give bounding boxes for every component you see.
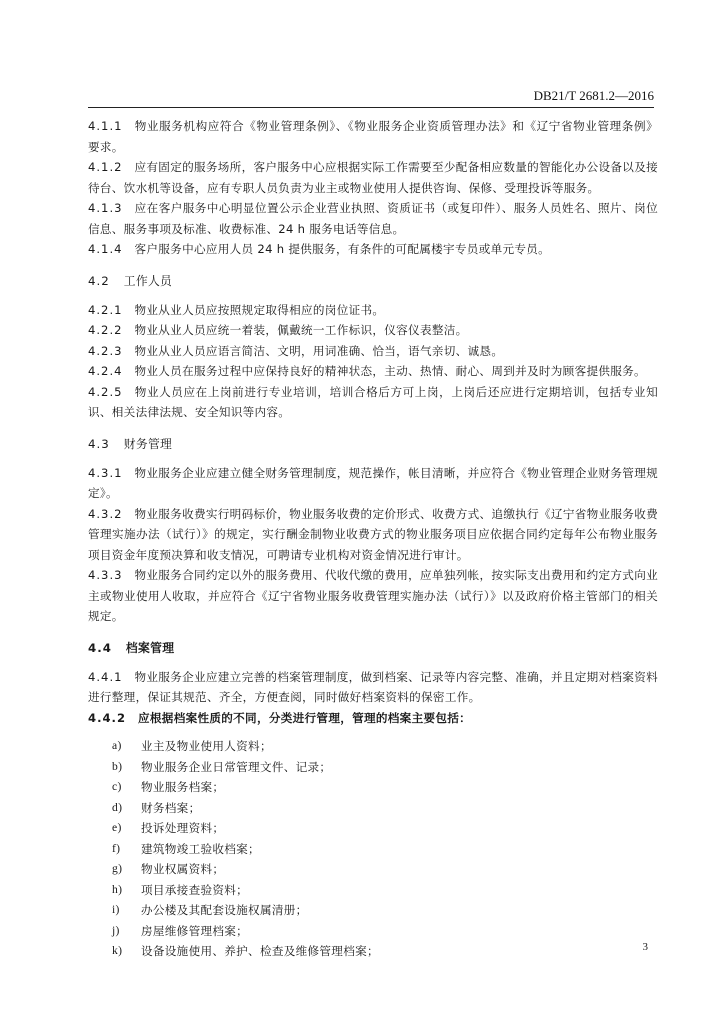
list-marker: d) (112, 800, 123, 814)
list-marker: k) (112, 944, 123, 957)
list-item-text: 业主及物业使用人资料； (141, 739, 272, 753)
clause-paragraph (88, 382, 658, 423)
clause-paragraph (88, 504, 658, 566)
clause-text: 应根据档案性质的不同，分类进行管理，管理的档案主要包括： (138, 710, 472, 725)
clause-text: 物业服务机构应符合《物业管理条例》、《物业服务企业资质管理办法》和《辽宁省物业管理条例》要求。 (88, 119, 658, 154)
list-marker: h) (112, 882, 123, 896)
clause-paragraph (88, 239, 658, 260)
list-item-text: 物业服务档案； (141, 780, 225, 794)
list-item (112, 859, 658, 880)
list-item (112, 777, 658, 798)
clause-number: 4.3.2 (88, 506, 123, 521)
clause-paragraph (88, 198, 658, 239)
section-heading (88, 434, 658, 454)
list-item (112, 798, 658, 819)
clause-paragraph (88, 667, 658, 708)
clause-paragraph (88, 361, 658, 382)
list-item-text: 投诉处理资料； (141, 821, 225, 835)
list-item (112, 757, 658, 778)
list-item (112, 839, 658, 860)
clause-number: 4.1.1 (88, 119, 123, 133)
clause-number: 4.2.5 (88, 384, 123, 399)
clause-text: 物业人员应在上岗前进行专业培训，培训合格后方可上岗，上岗后还应进行定期培训，包括专业知识、相关法律法规、安全知识等内容。 (88, 384, 658, 419)
clause-paragraph (88, 341, 658, 362)
section-title: 工作人员 (123, 273, 173, 288)
list-item (112, 941, 658, 962)
section-number: 4.3 (88, 436, 110, 451)
clause-text: 物业人员在服务过程中应保持良好的精神状态，主动、热情、耐心、周到并及时为顾客提供服务。 (134, 364, 646, 378)
list-item-text: 物业权属资料； (141, 862, 225, 876)
clause-number: 4.3.3 (88, 568, 123, 582)
list-item (112, 900, 658, 921)
clause-text: 物业服务企业应建立健全财务管理制度，规范操作，帐目清晰，并应符合《物业管理企业财务管理规定》。 (88, 465, 658, 500)
section-heading (88, 271, 658, 291)
clause-number: 4.1.2 (88, 160, 123, 174)
section-heading (88, 638, 658, 658)
clause-paragraph (88, 157, 658, 198)
clause-text: 物业服务收费实行明码标价，物业服务收费的定价形式、收费方式、追缴执行《辽宁省物业服务收费管理实施办法（试行）》的规定，实行酬金制物业收费方式的物业服务项目应依据合同约定每年公布物业服务项目资金年度预决算和收支情况，可聘请专业机构对资金情况进行审计。 (88, 506, 658, 562)
page-number: 3 (642, 941, 648, 953)
clause-text: 物业从业人员应语言简洁、文明，用词准确、恰当，语气亲切、诚恳。 (134, 343, 504, 358)
standard-code: DB21/T 2681.2—2016 (533, 88, 654, 103)
clause-number: 4.2.2 (88, 323, 123, 337)
clause-paragraph (88, 320, 658, 341)
list-item (112, 880, 658, 901)
clause-number: 4.3.1 (88, 465, 123, 480)
clause-paragraph (88, 708, 658, 729)
list-item-text: 办公楼及其配套设施权属清册； (141, 903, 308, 917)
clause-paragraph (88, 116, 658, 157)
clause-number: 4.2.4 (88, 364, 123, 378)
clause-number: 4.2.1 (88, 302, 123, 317)
section-number: 4.4 (88, 640, 112, 655)
clause-number: 4.4.2 (88, 710, 127, 725)
section-title: 财务管理 (123, 436, 173, 451)
clause-paragraph (88, 565, 658, 627)
clause-number: 4.1.4 (88, 242, 123, 256)
clause-text: 物业服务企业应建立完善的档案管理制度，做到档案、记录等内容完整、准确，并且定期对档案资料进行整理，保证其规范、齐全，方便查阅，同时做好档案资料的保密工作。 (88, 669, 658, 704)
list-item-text: 房屋维修管理档案； (141, 923, 249, 938)
list-marker: a) (112, 739, 122, 752)
list-item-text: 设备设施使用、养护、检查及维修管理档案； (141, 944, 379, 958)
list-marker: e) (112, 821, 122, 834)
list-item-text: 建筑物竣工验收档案； (141, 841, 260, 856)
clause-text: 应在客户服务中心明显位置公示企业营业执照、资质证书（或复印件）、服务人员姓名、照片、岗位信息、服务事项及标准、收费标准、24 h 服务电话等信息。 (88, 201, 658, 236)
clause-text: 客户服务中心应用人员 24 h 提供服务，有条件的可配属楼宇专员或单元专员。 (134, 242, 551, 256)
list-item-text: 财务档案； (141, 800, 201, 815)
clause-number: 4.1.3 (88, 201, 123, 215)
list-marker: c) (112, 780, 122, 793)
list-marker: b) (112, 759, 123, 773)
clause-text: 物业从业人员应统一着装，佩戴统一工作标识，仪容仪表整洁。 (134, 323, 468, 337)
list-item (112, 921, 658, 942)
list-item-text: 项目承接查验资料； (141, 882, 249, 897)
clause-paragraph (88, 463, 658, 504)
archive-list (88, 736, 658, 962)
clause-number: 4.4.1 (88, 669, 123, 684)
section-title: 档案管理 (125, 640, 175, 655)
clause-text: 物业从业人员应按照规定取得相应的岗位证书。 (134, 302, 385, 317)
clause-text: 物业服务合同约定以外的服务费用、代收代缴的费用，应单独列帐，按实际支出费用和约定方式向业主或物业使用人收取，并应符合《辽宁省物业服务收费管理实施办法（试行）》以及政府价格主管部门的相关规定。 (88, 568, 658, 623)
section-number: 4.2 (88, 273, 110, 288)
list-marker: j) (112, 923, 120, 937)
document-body (88, 116, 658, 962)
clause-paragraph (88, 300, 658, 321)
list-marker: g) (112, 862, 123, 875)
list-marker: f) (112, 841, 121, 855)
header-rule (88, 107, 654, 108)
clause-text: 应有固定的服务场所，客户服务中心应根据实际工作需要至少配备相应数量的智能化办公设备以及接待台、饮水机等设备，应有专职人员负责为业主或物业使用人提供咨询、保修、受理投诉等服务。 (88, 160, 658, 195)
list-item-text: 物业服务企业日常管理文件、记录； (141, 759, 332, 774)
list-marker: i) (112, 903, 120, 916)
list-item (112, 736, 658, 757)
list-item (112, 818, 658, 839)
clause-number: 4.2.3 (88, 343, 123, 358)
